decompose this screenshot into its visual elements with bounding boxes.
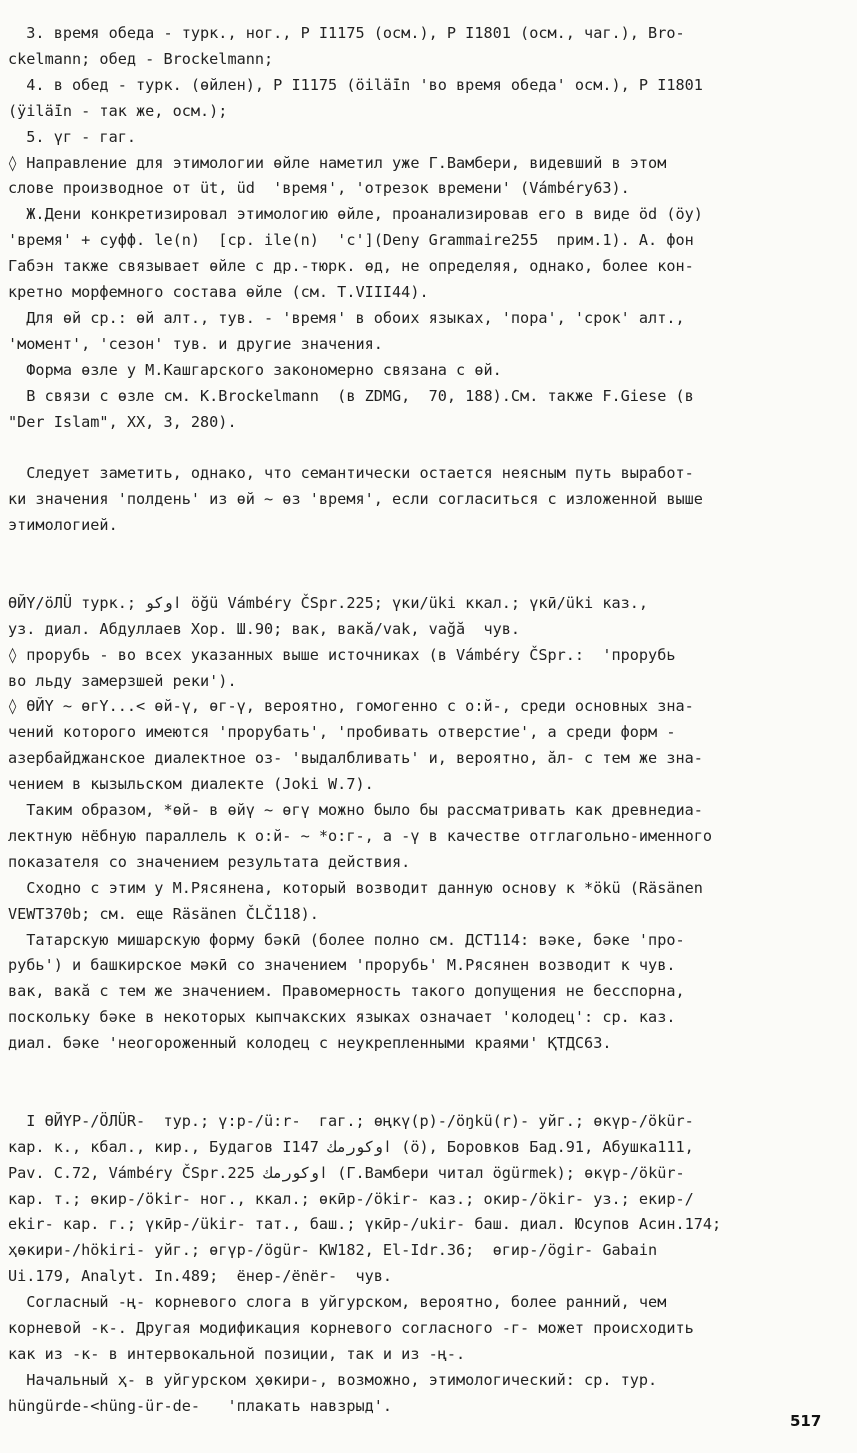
text-line: Ui.179, Analyt. In.489; ёнер-/ёnёr- чув.: [8, 1267, 393, 1286]
text-line: VEWT370b; см. еще Räsänen ČLČ118).: [8, 904, 319, 923]
text-line: Таким образом, *өй- в өйү ~ өгү можно было бы рассматривать как древнедиа-: [8, 801, 703, 819]
text-line: Для өй ср.: өй алт., тув. - 'время' в обоих языках, 'пора', 'срок' алт.,: [8, 308, 685, 327]
text-line: кар. т.; өкир-/ökir- ног., ккал.; өкӣр-/ökir- каз.; окир-/ökir- уз.; екир-/: [8, 1189, 694, 1208]
text-line: 'момент', 'сезон' тув. и другие значения.: [8, 334, 383, 353]
text-line: 4. в обед - турк. (өйлен), Р I1175 (öilä̈in 'во время обеда' осм.), Р I1801: [8, 75, 703, 94]
text-line: hüngürde-<hüng-ür-de- 'плакать навзрыд'.: [8, 1396, 393, 1415]
text-line: ◊ Направление для этимологии өйле наметил уже Г.Вамбери, видевший в этом: [8, 153, 667, 172]
text-line: Согласный -ң- корневого слога в уйгурском, вероятно, более ранний, чем: [8, 1293, 667, 1312]
text-line: Начальный ҳ- в уйгурском ҳөкири-, возможно, этимологический: ср. тур.: [8, 1370, 658, 1389]
text-line: Следует заметить, однако, что семантически остается неясным путь выработ-: [8, 464, 694, 483]
text-line: Сходно с этим у М.Рясянена, который возводит данную основу к *ökü (Räsänen: [8, 878, 703, 897]
text-line: ◊ ӨЙҮ ~ өгҮ...< өй-ү, өг-ү, вероятно, гомогенно с о:й-, среди основных зна-: [8, 697, 694, 716]
text-line: слове производное от üt, üd 'время', 'отрезок времени' (Vámbéry63).: [8, 179, 630, 198]
text-line: ckelmann; обед - Brockelmann;: [8, 49, 274, 68]
text-line: I ӨЙҮР-/ÖЛÜR- тур.; ү:р-/ü:r- гаг.; өңкү(р)-/öŋkü(r)- уйг.; өкүр-/ökür-: [8, 1111, 694, 1130]
text-line: азербайджанское диалектное оз- 'выдалбливать' и, вероятно, ӑл- с тем же зна-: [8, 749, 703, 768]
page-number: 517: [790, 1412, 822, 1430]
text-line: кретно морфемного состава өйле (см. T.VIII44).: [8, 283, 429, 301]
text-line: чений которого имеются 'прорубать', 'пробивать отверстие', а среди форм -: [8, 723, 676, 742]
text-line: Татарскую мишарскую форму бәкӣ (более полно см. ДСТ114: вәке, бәке 'про-: [8, 930, 685, 949]
text-line: вак, вакӑ с тем же значением. Правомерность такого допущения не бесспорна,: [8, 982, 685, 1001]
text-line: Pav. C.72, Vámbéry ČSpr.225 اوکورمك (Г.Вамбери читал ögürmek); өкүр-/ökür-: [8, 1163, 685, 1182]
text-line: корневой -к-. Другая модификация корневого согласного -г- может происходить: [8, 1319, 694, 1337]
text-line: показателя со значением результата действия.: [8, 852, 411, 871]
text-line: В связи с өзле см. K.Brockelmann (в ZDMG, 70, 188).См. также F.Giese (в: [8, 386, 694, 405]
text-line: диал. бәке 'неогороженный колодец с неукрепленными краями' ҚТДС63.: [8, 1034, 612, 1053]
text-line: ҳөкири-/hökiri- уйг.; өгүр-/ögür- KW182, El-Idr.36; өгир-/ögir- Gabain: [8, 1241, 658, 1260]
text-line: Габэн также связывает өйле с др.-тюрк. өд, не определяя, однако, более кон-: [8, 257, 694, 276]
text-line: ekir- кар. г.; үкӣр-/ükir- тат., баш.; үкӣр-/ukir- баш. диал. Юсупов Асин.174;: [8, 1215, 722, 1234]
text-line: во льду замерзшей реки').: [8, 671, 237, 690]
text-line: Форма өзле у М.Кашгарского закономерно связана с өй.: [8, 360, 502, 379]
text-line: ӨЙҮ/öЛÜ турк.; اوکو öğü Vámbéry ČSpr.225; үки/üki ккал.; үкӣ/üki каз.,: [8, 593, 649, 612]
text-line: уз. диал. Абдуллаев Хор. Ш.90; вак, вакӑ/vak, vağă чув.: [8, 619, 521, 638]
text-line: 5. үг - гаг.: [8, 127, 137, 146]
text-line: Ж.Дени конкретизировал этимологию өйле, проанализировав его в виде öd (öy): [8, 205, 703, 224]
text-line: (ÿilä̈in - так же, осм.);: [8, 101, 228, 120]
text-line: этимологией.: [8, 516, 118, 535]
text-line: рубь') и башкирское мәкӣ со значением 'прорубь' М.Рясянен возводит к чув.: [8, 956, 676, 975]
text-line: кар. к., кбал., кир., Будагов I147 اوکورمك (ö), Боровков Бад.91, Абушка111,: [8, 1137, 694, 1156]
text-line: поскольку бәке в некоторых кыпчакских языках означает 'колодец': ср. каз.: [8, 1008, 676, 1027]
text-line: чением в кызыльском диалекте (Joki W.7).: [8, 775, 374, 794]
text-line: 3. время обеда - турк., ног., Р I1175 (осм.), Р I1801 (осм., чаг.), Bro-: [8, 24, 685, 42]
text-line: 'время' + суфф. le(n) [ср. ile(n) 'с'](Deny Grammaire255 прим.1). А. фон: [8, 231, 694, 250]
text-line: ◊ прорубь - во всех указанных выше источниках (в Vámbéry ČSpr.: 'прорубь: [8, 645, 676, 664]
text-line: "Der Islam", XX, 3, 280).: [8, 412, 237, 431]
text-line: как из -к- в интервокальной позиции, так и из -ң-.: [8, 1344, 466, 1363]
text-line: лектную нёбную параллель к о:й- ~ *о:г-, а -ү в качестве отглагольно-именного: [8, 826, 713, 845]
text-line: ки значения 'полдень' из өй ~ өз 'время', если согласиться с изложенной выше: [8, 490, 703, 509]
